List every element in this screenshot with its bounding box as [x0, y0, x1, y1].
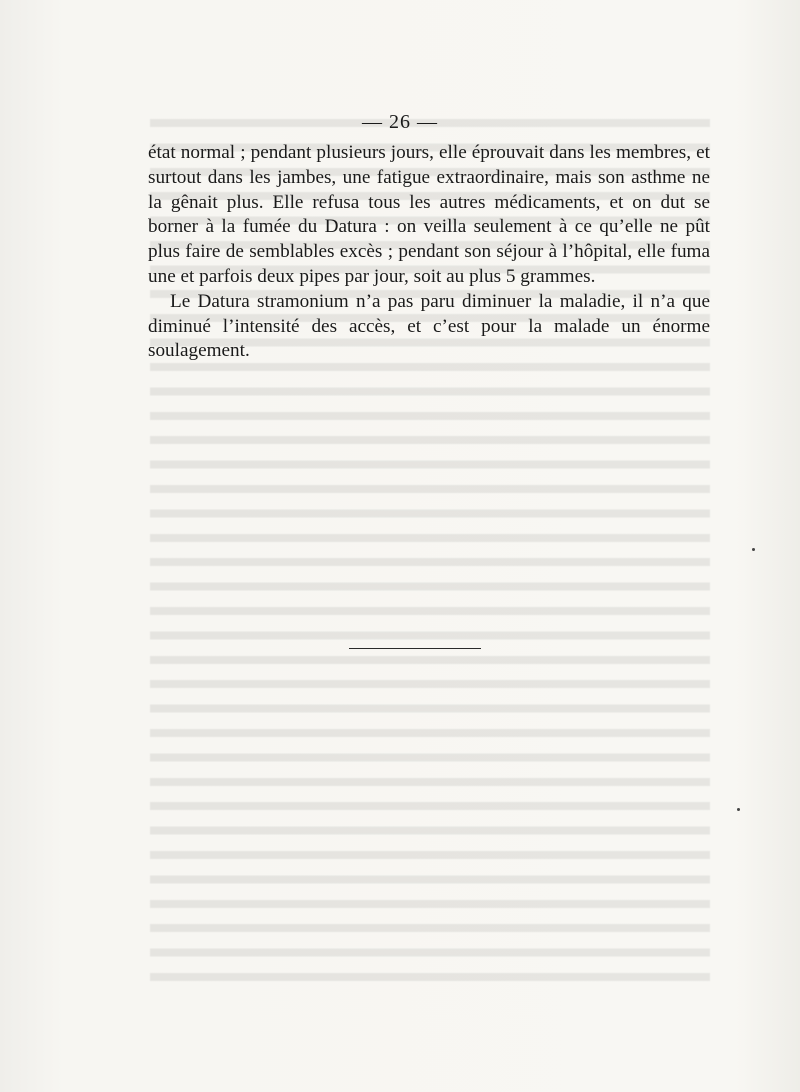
ink-speck [752, 548, 755, 551]
section-divider [349, 648, 481, 649]
page-number: — 26 — [362, 111, 438, 133]
paragraph: Le Datura stramonium n’a pas paru diminuer la maladie, il n’a que diminué l’intensité des accès, et c’est pour la malade un énorme soulagement. [148, 290, 710, 362]
paragraph: état normal ; pendant plusieurs jours, elle éprouvait dans les membres, et surtout dans les jambes, une fatigue extraordinaire, mais son asthme ne la gênait plus. Elle refusa tous les autres médicaments, et on dut se borner à la fumée du Datura : on veilla seulement à ce qu’elle ne pût plus faire de semblables excès ; pendant son séjour à l’hôpital, elle fuma une et parfois deux pipes par jour, soit au plus 5 grammes. [148, 142, 710, 287]
ink-speck [737, 808, 740, 811]
body-text [148, 141, 710, 364]
